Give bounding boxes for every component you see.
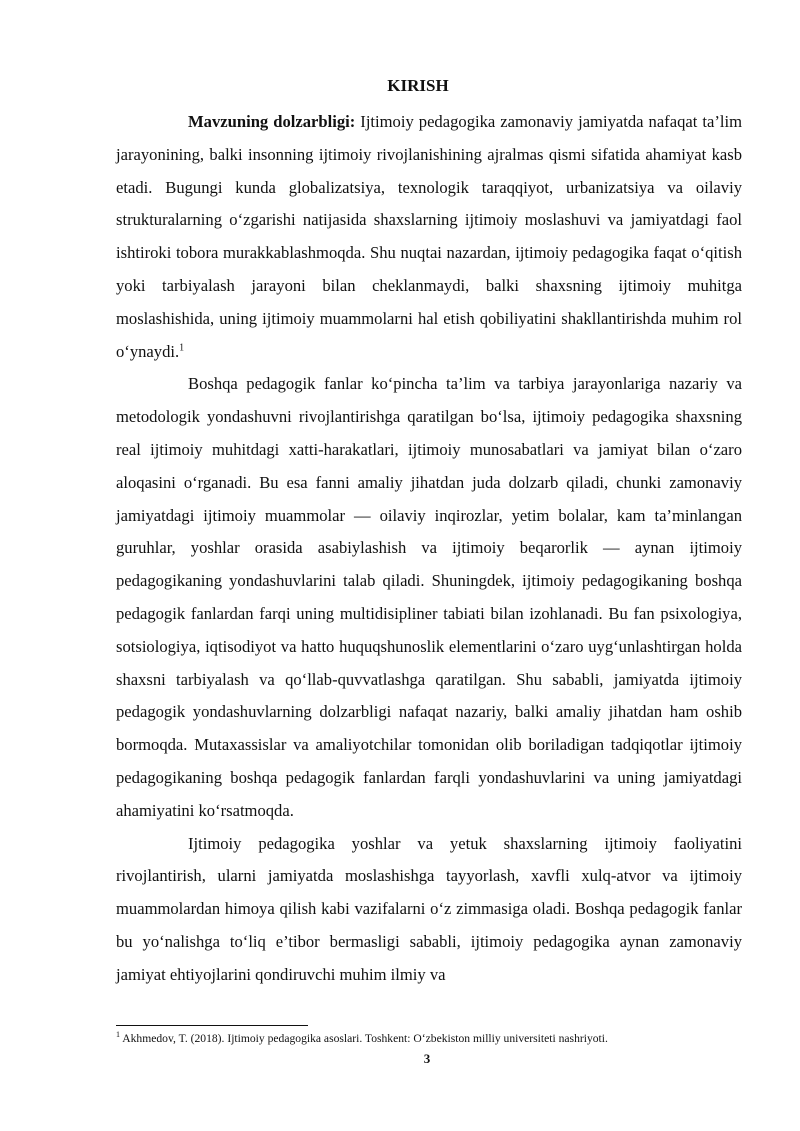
paragraph-2 [116, 368, 742, 827]
footnote-mark: 1 [116, 1030, 120, 1040]
paragraph-text: Boshqa pedagogik fanlar ko‘pincha ta’lim va tarbiya jarayonlariga nazariy va metodologik yondashuvni rivojlantirishga qaratilgan bo‘lsa, ijtimoiy pedagogika shaxsning real ijtimoiy muhitdagi xatti-harakatlari, ijtimoiy munosabatlari va jamiyat bilan o‘zaro aloqasini o‘rganadi. Bu esa fanni amaliy jihatdan juda dolzarb qiladi, chunki zamonaviy jamiyatdagi ijtimoiy muammolar — oilaviy inqirozlar, yetim bolalar, kam ta’minlangan guruhlar, yoshlar orasida asabiylashish va ijtimoiy beqarorlik — aynan ijtimoiy pedagogikaning yondashuvlarini talab qiladi. Shuningdek, ijtimoiy pedagogikaning boshqa pedagogik fanlardan farqi uning multidisipliner tabiati bilan izohlanadi. Bu fan psixologiya, sotsiologiya, iqtisodiyot va hatto huquqshunoslik elementlarini o‘zaro uyg‘unlashtirgan holda shaxsni tarbiyalash va qo‘llab-quvvatlashga qaratilgan. Shu sababli, jamiyatda ijtimoiy pedagogik yondashuvlarning dolzarbligi nafaqat nazariy, balki amaliy jihatdan ham oshib bormoqda. Mutaxassislar va amaliyotchilar tomonidan olib boriladigan tadqiqotlar ijtimoiy pedagogikaning boshqa pedagogik fanlardan farqli yondashuvlarini va uning jamiyatdagi ahamiyatini ko‘rsatmoqda. [116, 374, 742, 820]
paragraph-3 [116, 828, 742, 992]
document-body [116, 106, 742, 992]
paragraph-text: Ijtimoiy pedagogika yoshlar va yetuk shaxslarning ijtimoiy faoliyatini rivojlantirish, ularni jamiyatda moslashishga tayyorlash, xavfli xulq-atvor va ijtimoiy muammolardan himoya qilish kabi vazifalarni o‘z zimmasiga oladi. Boshqa pedagogik fanlar bu yo‘nalishga to‘liq e’tibor bermasligi sababli, ijtimoiy pedagogika aynan zamonaviy jamiyat ehtiyojlarini qondiruvchi muhim ilmiy va [116, 833, 742, 984]
footnote-reference[interactable]: 1 [179, 342, 185, 354]
paragraph-lead: Mavzuning dolzarbligi: [188, 112, 356, 131]
footnote-divider [116, 1025, 308, 1026]
paragraph-text: Ijtimoiy pedagogika zamonaviy jamiyatda nafaqat ta’lim jarayonining, balki insonning ijtimoiy rivojlanishining ajralmas qismi sifatida ahamiyat kasb etadi. Bugungi kunda globalizatsiya, texnologik taraqqiyot, urbanizatsiya va oilaviy strukturalarning o‘zgarishi natijasida shaxslarning ijtimoiy moslashuvi va jamiyatdagi faol ishtiroki tobora murakkablashmoqda. Shu nuqtai nazardan, ijtimoiy pedagogika faqat o‘qitish yoki tarbiyalash jarayoni bilan cheklanmaydi, balki shaxsning ijtimoiy muhitga moslashishida, uning ijtimoiy muammolarni hal etish qobiliyatini shakllantirishda muhim rol o‘ynaydi. [116, 112, 742, 361]
page-number: 3 [423, 1051, 431, 1066]
paragraph-1 [116, 106, 742, 368]
page-title: KIRISH [387, 76, 449, 95]
footnote [116, 1031, 742, 1047]
footnote-text: Akhmedov, T. (2018). Ijtimoiy pedagogika asoslari. Toshkent: O‘zbekiston milliy universiteti nashriyoti. [120, 1032, 608, 1045]
